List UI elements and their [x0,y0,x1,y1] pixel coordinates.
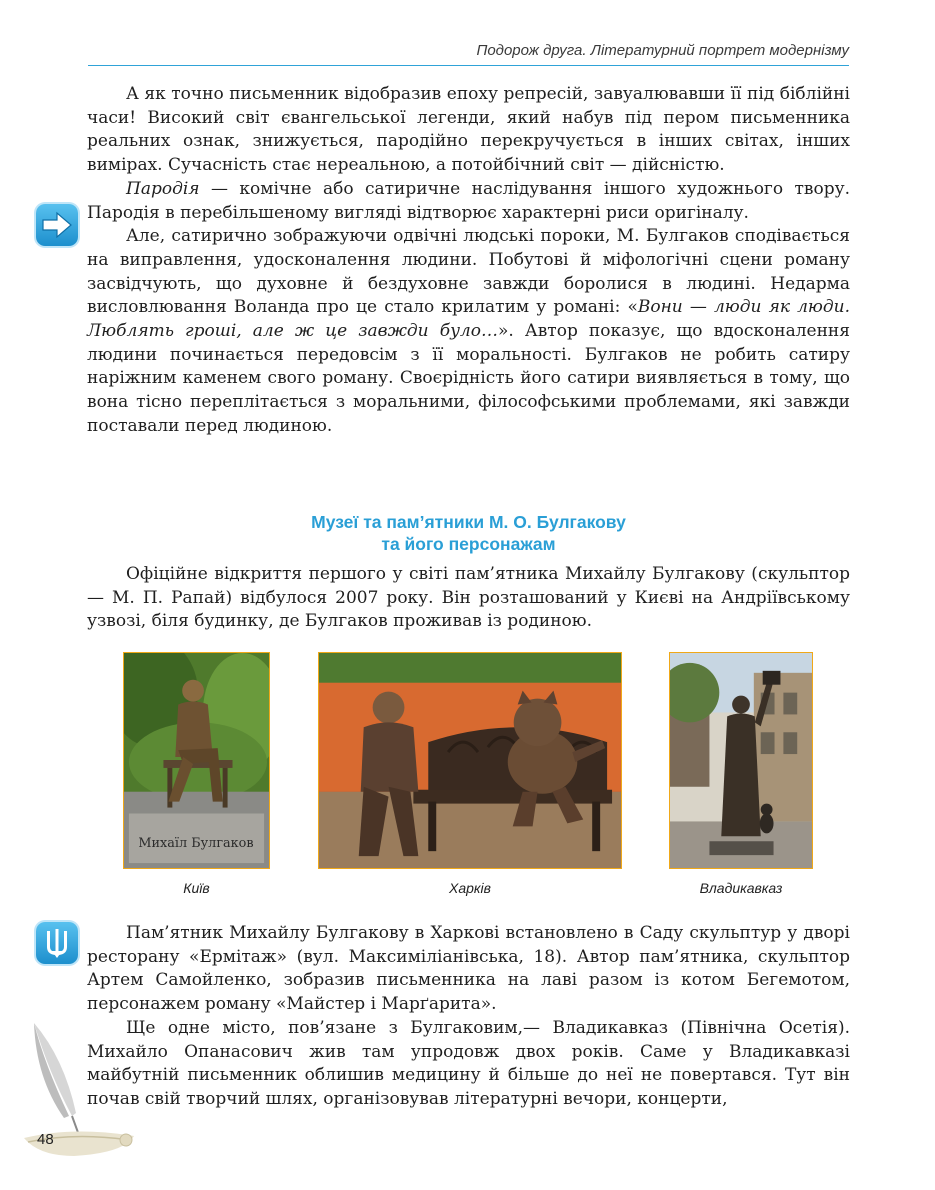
arrow-right-icon [36,204,78,246]
paragraph: Ще одне місто, пов’язане з Булгаковим,— Владикавказ (Північна Осетія). Михайло Опанасович жив там упродовж двох років. Саме у Владикавказі майбутній письменник облишив медицину й більше до неї не повертався. Тут він почав свій творчий шлях, організовував літературні вечори, концерти, [87,1017,850,1109]
header-rule [88,65,849,66]
definition-text: — комічне або сатиричне наслідування іншого художнього твору. Пародія в перебільшеному вигляді відтворює характерні риси оригіналу. [87,178,850,223]
trident-icon [36,922,78,964]
text-block-monuments [87,922,850,1112]
photo-caption: Харків [449,880,491,896]
quill-icon [14,1018,144,1168]
photo-caption: Київ [183,880,210,896]
section-title-line: та його персонажам [381,534,556,554]
paragraph-part: Але, сатирично зображуючи одвічні людські пороки, М. Булгаков сподівається на виправлення, удосконалення людини. Побутові й міфологічні сцени роману засвідчують, що духовне й бездуховне завжди боролися в людині. Недарма висловлювання Воланда про це стало крилатим у романі: « [87,226,850,318]
running-header: Подорож друга. Літературний портрет модернізму [476,42,849,59]
paragraph: Пам’ятник Михайлу Булгакову в Харкові встановлено в Саду скульптур у дворі ресторану «Ермітаж» (вул. Максиміліанівська, 18). Автор пам’ятника, скульптор Артем Самойленко, зобразив письменника на лаві разом із котом Бегемотом, персонажем роману «Майстер і Марґарита». [87,923,850,1015]
plaque-text: Михаїл Булгаков [138,836,254,852]
photo-kharkiv-monument [318,652,622,869]
paragraph: А як точно письменник відобразив епоху репресій, завуалювавши її під біблійні часи! Високий світ євангельської легенди, який набув під пером письменника реальних ознак, знижується, пародійно перекручується в інших світах, інших вимірах. Сучасність стає нереальною, а потойбічний світ — дійсністю. [87,84,850,176]
definition-paragraph [87,178,850,225]
paragraph-part: ». Автор показує, що вдосконалення людини починається передовсім з її моральності. Булгаков не робить сатиру наріжним каменем свого роману. Своєрідність його сатири виявляється в тому, що вона тісно переплітається з моральними, філософськими проблемами, які завжди поставали перед людиною. [87,321,850,436]
photo-vladikavkaz-monument [669,652,813,869]
definition-term: Пародія [126,178,200,199]
photo-kyiv-monument [123,652,270,869]
woland-quote: Вони — люди як люди. Люблять гроші, але ж це завжди було… [87,297,850,342]
text-block-intro [87,563,850,634]
paragraph: Офіційне відкриття першого у світі пам’ятника Михайлу Булгакову (скульптор — М. П. Рапай) відбулося 2007 року. Він розташований у Києві на Андріївському узвозі, біля будинку, де Булгаков проживав із родиною. [87,564,850,632]
photo-caption: Владикавказ [699,880,783,896]
section-title-line: Музеї та пам’ятники М. О. Булгакову [311,512,626,532]
section-title [87,511,850,555]
text-block-satire [87,83,850,439]
paragraph-with-quote [87,225,850,438]
page-number: 48 [37,1131,54,1148]
